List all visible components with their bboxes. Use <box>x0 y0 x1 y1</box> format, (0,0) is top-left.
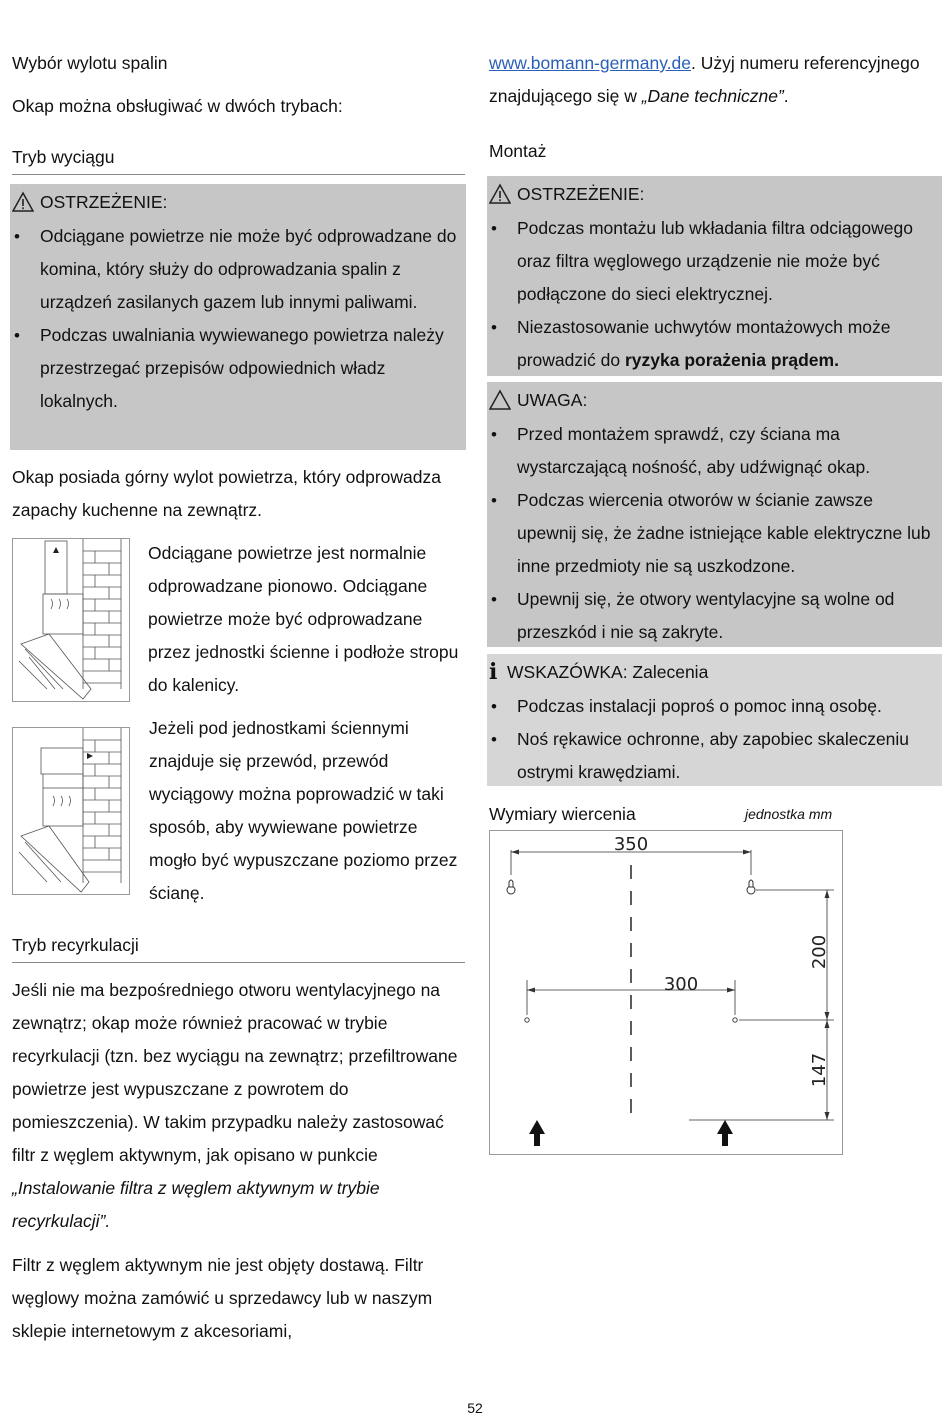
recirculation-reference: „Instalowanie filtra z węglem aktywnym w trybie recyrkulacji”. <box>12 1178 380 1231</box>
warning-title-row <box>489 178 934 210</box>
hint-item: • Podczas instalacji poproś o pomoc inną osobę. <box>489 690 934 723</box>
caution-item: • Podczas wiercenia otworów w ścianie zawsze upewnij się, że żadne istniejące kable elektryczne lub inne przedmioty nie są uszkodzone. <box>489 484 934 583</box>
warning-title: OSTRZEŻENIE: <box>40 191 168 212</box>
mounting-hole-left <box>525 1018 529 1022</box>
section-title: Wybór wylotu spalin <box>12 53 168 73</box>
warning-item: • Podczas uwalniania wywiewanego powietrza należy przestrzegać przepisów odpowiednich władz lokalnych. <box>12 319 458 418</box>
hint-title: WSKAZÓWKA: Zalecenia <box>507 661 709 682</box>
caution-triangle-icon <box>489 389 511 411</box>
page-number: 52 <box>467 1400 483 1416</box>
shop-text: . Użyj numeru referencyjnego znajdującego się w <box>489 53 920 106</box>
warning-box-mounting <box>487 176 942 376</box>
warning-list <box>489 212 934 377</box>
warning-list <box>12 220 458 418</box>
filter-paragraph: Filtr z węglem aktywnym nie jest objęty dostawą. Filtr węglowy można zamówić u sprzedawcy lub w naszym sklepie internetowym z akcesoriami, <box>12 1255 433 1341</box>
shop-text-end: . <box>783 86 789 106</box>
recirculation-text: Jeśli nie ma bezpośredniego otworu wentylacyjnego na zewnątrz; okap może również pracować w trybie recyrkulacji (tzn. bez wyciągu na zewnątrz; przefiltrowane powietrze jest wypuszczane z powrotem do pomieszczenia). W takim przypadku należy zastosować filtr z węglem aktywnym, jak opisano w punkcie <box>12 980 458 1165</box>
mode-extraction-heading: Tryb wyciągu <box>12 141 465 175</box>
caution-item: • Przed montażem sprawdź, czy ściana ma wystarczającą nośność, aby udźwignąć okap. <box>489 418 934 484</box>
warning-title-row <box>12 186 458 218</box>
dimension-200-label: 200 <box>809 934 830 970</box>
dimension-300-label: 300 <box>663 974 699 995</box>
caution-title: UWAGA: <box>517 389 588 410</box>
outlet-paragraph: Okap posiada górny wylot powietrza, który odprowadza zapachy kuchenne na zewnątrz. <box>12 467 441 520</box>
hint-title-row <box>489 656 934 688</box>
caution-item: • Upewnij się, że otwory wentylacyjne są wolne od przeszkód i nie są zakryte. <box>489 583 934 649</box>
warning-item-text: Niezastosowanie uchwytów montażowych może prowadzić do <box>517 317 891 370</box>
caution-title-row <box>489 384 934 416</box>
warning-item: • Odciągane powietrze nie może być odprowadzane do komina, który służy do odprowadzania spalin z urządzeń zasilanych gazem lub innymi paliwami. <box>12 220 458 319</box>
dimension-147-label: 147 <box>809 1052 830 1088</box>
recirculation-paragraph <box>12 974 458 1238</box>
mounting-hole-right <box>733 1018 737 1022</box>
mode-recirculation-heading: Tryb recyrkulacji <box>12 929 465 963</box>
warning-title: OSTRZEŻENIE: <box>517 183 645 204</box>
warning-item <box>489 311 934 377</box>
vertical-exhaust-text: Odciągane powietrze jest normalnie odprowadzane pionowo. Odciągane powietrze może być odprowadzane przez jednostki ścienne i podłoże stropu do kalenicy. <box>148 543 459 695</box>
horizontal-exhaust-illustration <box>12 727 130 895</box>
dimension-350-label: 350 <box>613 834 649 855</box>
shop-link[interactable]: www.bomann-germany.de <box>489 53 691 73</box>
hint-box <box>487 654 942 786</box>
hint-list <box>489 690 934 789</box>
drilling-unit-label: jednostka mm <box>745 806 833 822</box>
warning-box-extraction <box>10 184 466 450</box>
horizontal-exhaust-text: Jeżeli pod jednostkami ściennymi znajduje się przewód, przewód wyciągowy można poprowadzić w taki sposób, aby wywiewane powietrze mogło być wypuszczane poziomo przez ścianę. <box>149 718 458 903</box>
intro-text: Okap można obsługiwać w dwóch trybach: <box>12 96 343 116</box>
shop-paragraph <box>489 47 929 113</box>
info-icon: i <box>489 658 498 685</box>
warning-triangle-icon <box>12 191 34 213</box>
caution-list <box>489 418 934 649</box>
drilling-dimensions-heading: Wymiary wiercenia <box>489 804 636 824</box>
warning-triangle-icon <box>489 183 511 205</box>
mounting-heading: Montaż <box>489 141 547 161</box>
warning-item-emphasis: ryzyka porażenia prądem. <box>624 350 839 370</box>
shop-reference: „Dane techniczne” <box>641 86 784 106</box>
drilling-dimensions-diagram <box>489 830 844 1156</box>
vertical-exhaust-illustration <box>12 538 130 702</box>
warning-item: • Podczas montażu lub wkładania filtra odciągowego oraz filtra węglowego urządzenie nie może być podłączone do sieci elektrycznej. <box>489 212 934 311</box>
hint-item: • Noś rękawice ochronne, aby zapobiec skaleczeniu ostrymi krawędziami. <box>489 723 934 789</box>
caution-box <box>487 382 942 647</box>
